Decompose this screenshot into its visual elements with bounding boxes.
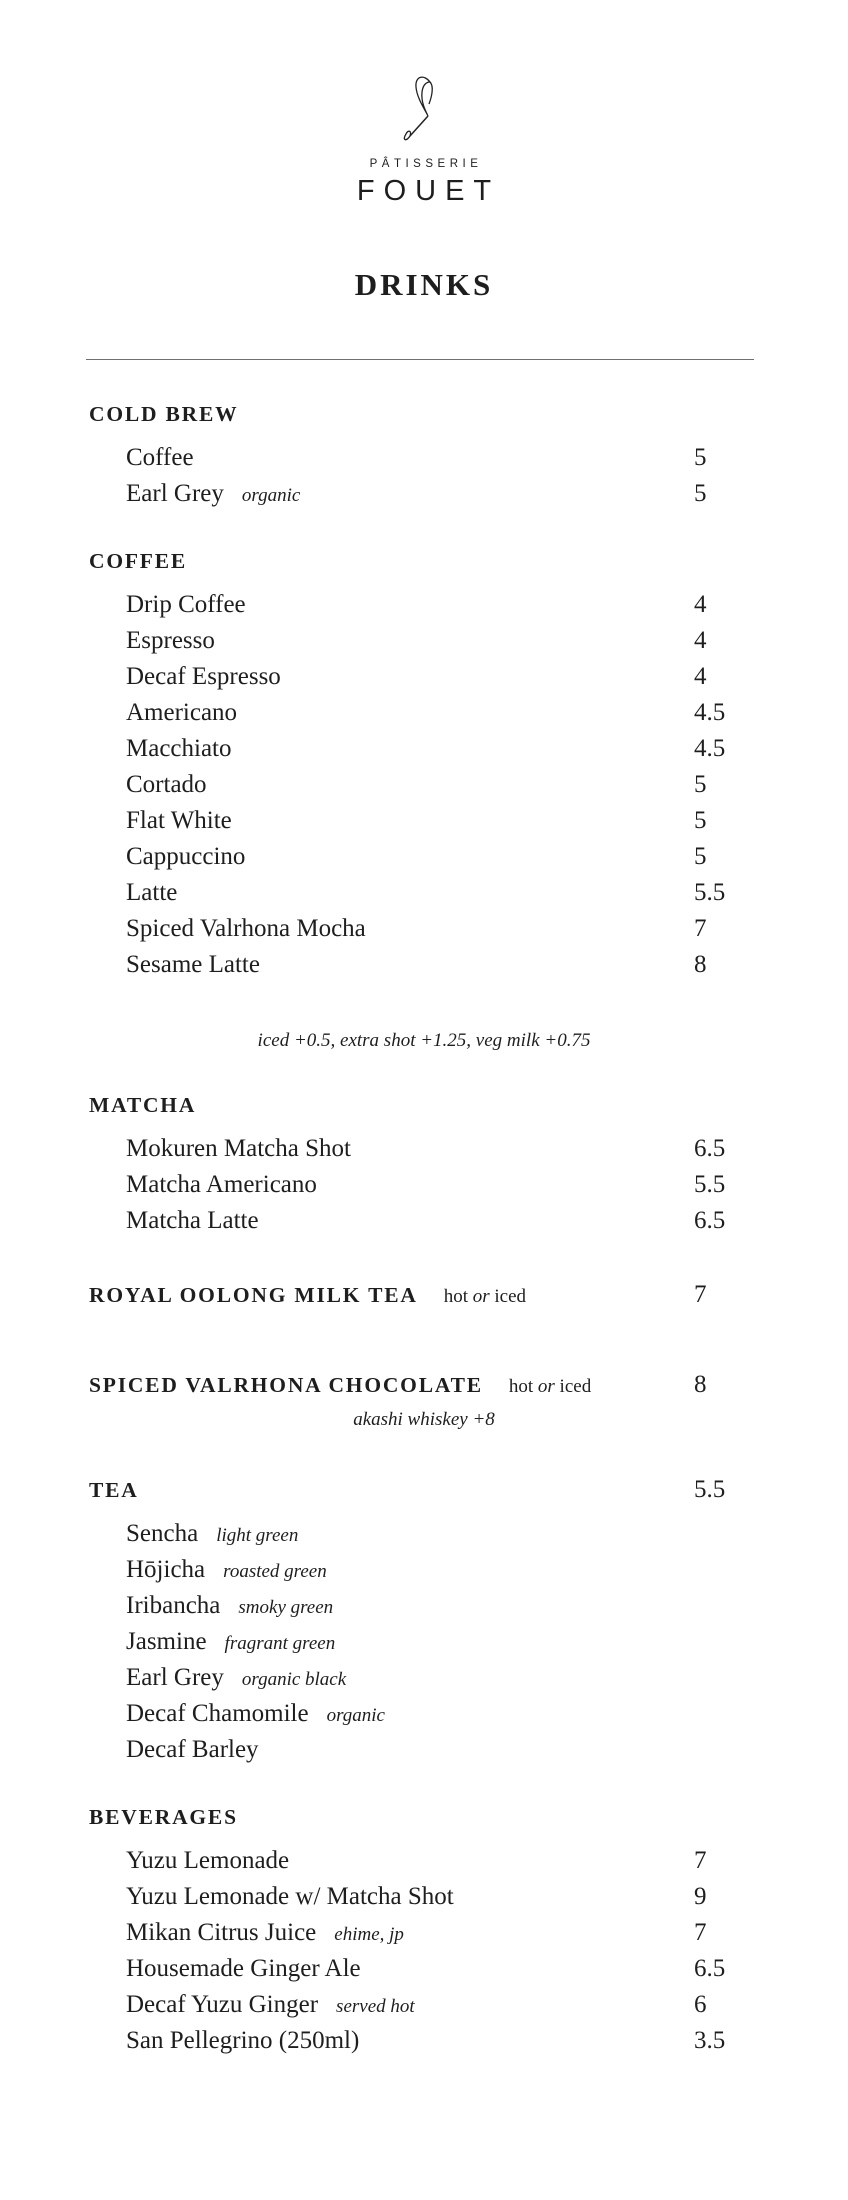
- item-name: Decaf Chamomile: [126, 1700, 309, 1727]
- section-heading-coffee: COFFEE: [89, 549, 187, 573]
- menu-item: [126, 1207, 259, 1235]
- item-name: Cappuccino: [126, 843, 246, 870]
- menu-item: [126, 444, 194, 472]
- item-name: Sencha: [126, 1520, 199, 1547]
- item-price: 5: [694, 807, 707, 834]
- item-name: Earl Grey: [126, 480, 224, 507]
- item-name: Mokuren Matcha Shot: [126, 1135, 351, 1162]
- item-note: organic black: [241, 1669, 347, 1690]
- menu-item: [126, 1919, 404, 1947]
- section-title: ROYAL OOLONG MILK TEA: [89, 1283, 418, 1307]
- item-name: Americano: [126, 699, 238, 726]
- item-note: light green: [216, 1525, 299, 1546]
- menu-item: [126, 1847, 289, 1875]
- item-price: 5.5: [694, 1476, 726, 1503]
- serving-options: hot or iced: [443, 1286, 527, 1307]
- menu-item: [126, 1700, 385, 1728]
- item-price: 5: [694, 444, 707, 471]
- menu-item: [126, 627, 215, 655]
- item-price: 5.5: [694, 879, 726, 906]
- item-name: Mikan Citrus Juice: [126, 1919, 317, 1946]
- divider: [86, 359, 754, 360]
- item-name: Housemade Ginger Ale: [126, 1955, 361, 1982]
- section-heading-beverages: BEVERAGES: [89, 1805, 238, 1829]
- menu-item: [126, 663, 281, 691]
- item-note: organic: [326, 1705, 385, 1726]
- section-heading-royal-oolong: [89, 1283, 526, 1308]
- item-price: 7: [694, 1281, 707, 1308]
- item-price: 4.5: [694, 735, 726, 762]
- menu-item: [126, 1664, 346, 1692]
- item-name: Jasmine: [126, 1628, 207, 1655]
- item-price: 5: [694, 480, 707, 507]
- item-price: 9: [694, 1883, 707, 1910]
- menu-item: [126, 1135, 351, 1163]
- menu-item: [126, 699, 237, 727]
- menu-item: [126, 2027, 359, 2055]
- item-price: 7: [694, 915, 707, 942]
- section-heading-spiced-chocolate: [89, 1373, 591, 1398]
- serving-options: hot or iced: [508, 1376, 592, 1397]
- menu-item: [126, 807, 232, 835]
- item-name: Decaf Barley: [126, 1736, 259, 1763]
- item-name: Latte: [126, 879, 178, 906]
- menu-item: [126, 1883, 454, 1911]
- item-price: 7: [694, 1847, 707, 1874]
- menu-item: [126, 591, 246, 619]
- menu-item: [126, 1736, 259, 1764]
- menu-item: [126, 1628, 335, 1656]
- item-note: ehime, jp: [334, 1924, 404, 1945]
- item-price: 6.5: [694, 1955, 726, 1982]
- item-name: Sesame Latte: [126, 951, 260, 978]
- menu-item: [126, 843, 245, 871]
- item-name: Matcha Americano: [126, 1171, 317, 1198]
- item-price: 4: [694, 663, 707, 690]
- item-price: 6.5: [694, 1207, 726, 1234]
- menu-item: [126, 915, 366, 943]
- item-price: 8: [694, 1371, 707, 1398]
- item-name: Decaf Espresso: [126, 663, 281, 690]
- item-price: 6.5: [694, 1135, 726, 1162]
- item-note: organic: [241, 485, 301, 506]
- item-price: 6: [694, 1991, 707, 2018]
- item-name: Hōjicha: [126, 1556, 206, 1583]
- item-name: Spiced Valrhona Mocha: [126, 915, 366, 942]
- item-name: Cortado: [126, 771, 207, 798]
- item-name: Matcha Latte: [126, 1207, 259, 1234]
- item-price: 4: [694, 627, 707, 654]
- item-name: Espresso: [126, 627, 215, 654]
- item-name: Macchiato: [126, 735, 232, 762]
- section-heading-cold-brew: COLD BREW: [89, 402, 239, 426]
- item-price: 5.5: [694, 1171, 726, 1198]
- menu-item: [126, 1955, 361, 1983]
- item-name: Flat White: [126, 807, 232, 834]
- item-name: Decaf Yuzu Ginger: [126, 1991, 319, 2018]
- item-note: served hot: [336, 1996, 415, 2017]
- brand-subtitle: PÂTISSERIE: [369, 158, 483, 170]
- menu-item: [126, 1592, 333, 1620]
- item-name: Yuzu Lemonade: [126, 1847, 290, 1874]
- brand-name: FOUET: [356, 175, 501, 207]
- item-price: 8: [694, 951, 707, 978]
- menu-item: [126, 1171, 317, 1199]
- menu-item: [126, 1991, 415, 2019]
- item-price: 5: [694, 843, 707, 870]
- item-name: Yuzu Lemonade w/ Matcha Shot: [126, 1883, 454, 1910]
- menu-item: [126, 951, 260, 979]
- section-heading-matcha: MATCHA: [89, 1093, 197, 1117]
- item-price: 4.5: [694, 699, 726, 726]
- brand-logo: [0, 72, 848, 206]
- chocolate-addon-note: akashi whiskey +8: [353, 1409, 495, 1430]
- item-name: Drip Coffee: [126, 591, 246, 618]
- section-title: SPICED VALRHONA CHOCOLATE: [89, 1373, 483, 1397]
- item-note: fragrant green: [224, 1633, 336, 1654]
- menu-item: [126, 771, 207, 799]
- menu-item: [126, 1556, 327, 1584]
- item-price: 4: [694, 591, 707, 618]
- item-price: 5: [694, 771, 707, 798]
- item-name: San Pellegrino (250ml): [126, 2027, 360, 2054]
- item-note: smoky green: [238, 1597, 334, 1618]
- menu-item: [126, 879, 177, 907]
- whisk-icon: [394, 72, 454, 144]
- item-name: Earl Grey: [126, 1664, 224, 1691]
- section-heading-tea: TEA: [89, 1478, 139, 1502]
- menu-item: [126, 735, 232, 763]
- page-title: DRINKS: [354, 267, 494, 302]
- item-name: Iribancha: [126, 1592, 221, 1619]
- menu-item: [126, 480, 300, 508]
- menu-item: [126, 1520, 298, 1548]
- item-note: roasted green: [223, 1561, 327, 1582]
- item-price: 7: [694, 1919, 707, 1946]
- item-name: Coffee: [126, 444, 194, 471]
- coffee-addons-note: iced +0.5, extra shot +1.25, veg milk +0.75: [257, 1030, 591, 1051]
- item-price: 3.5: [694, 2027, 726, 2054]
